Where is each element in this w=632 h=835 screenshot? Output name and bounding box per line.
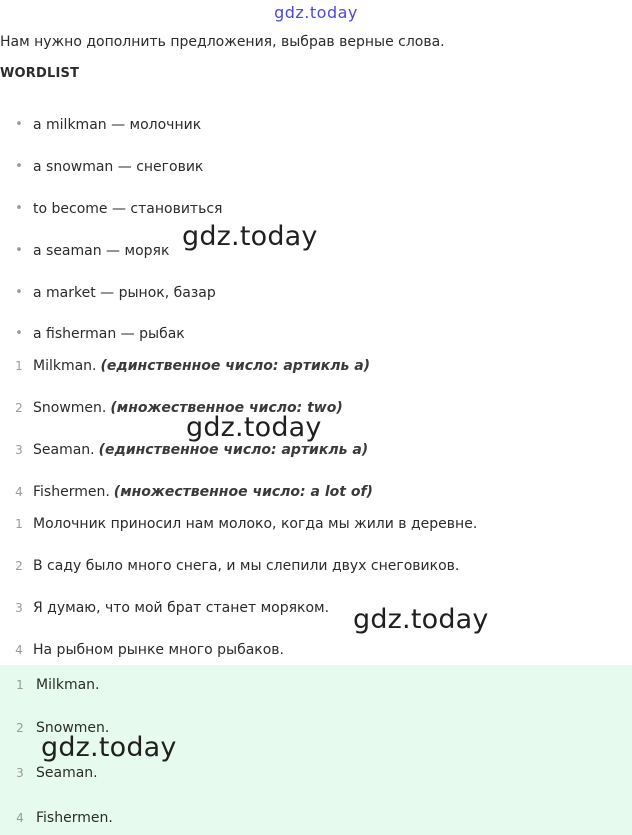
watermark: gdz.today bbox=[186, 412, 322, 443]
wordlist-entry: a snowman — снеговик bbox=[33, 159, 204, 175]
answer-text: Seaman. bbox=[36, 765, 98, 781]
item-number: 4 bbox=[15, 485, 23, 499]
wordlist-entry: a fisherman — рыбак bbox=[33, 326, 185, 342]
translation-text: На рыбном рынке много рыбаков. bbox=[33, 642, 285, 658]
item-number: 2 bbox=[15, 401, 23, 415]
item-number: 2 bbox=[16, 721, 24, 735]
translation-text: Молочник приносил нам молоко, когда мы жили в деревне. bbox=[33, 516, 478, 532]
item-number: 1 bbox=[15, 517, 23, 531]
bullet-icon: • bbox=[15, 159, 23, 174]
translation-text: Я думаю, что мой брат станет моряком. bbox=[33, 600, 330, 616]
watermark: gdz.today bbox=[41, 732, 177, 763]
wordlist-heading: WORDLIST bbox=[0, 66, 80, 81]
item-number: 1 bbox=[15, 359, 23, 373]
answer-text: Snowmen. bbox=[36, 720, 110, 736]
bullet-icon: • bbox=[15, 243, 23, 258]
item-number: 3 bbox=[16, 766, 24, 780]
item-number: 3 bbox=[15, 443, 23, 457]
item-number: 4 bbox=[15, 643, 23, 657]
bullet-icon: • bbox=[15, 201, 23, 216]
bullet-icon: • bbox=[15, 117, 23, 132]
site-logo[interactable]: gdz.today bbox=[274, 3, 358, 22]
bullet-icon: • bbox=[15, 326, 23, 341]
grammar-note: (единственное число: артикль a) bbox=[98, 442, 369, 458]
item-number: 1 bbox=[16, 678, 24, 692]
task-instruction: Нам нужно дополнить предложения, выбрав верные слова. bbox=[0, 34, 445, 50]
answer-word: Snowmen. bbox=[33, 400, 107, 416]
watermark: gdz.today bbox=[353, 604, 489, 635]
item-number: 2 bbox=[15, 559, 23, 573]
wordlist-entry: a seaman — моряк bbox=[33, 243, 170, 259]
wordlist-entry: to become — становиться bbox=[33, 201, 223, 217]
translation-text: В саду было много снега, и мы слепили двух снеговиков. bbox=[33, 558, 460, 574]
wordlist-entry: a milkman — молочник bbox=[33, 117, 202, 133]
item-number: 3 bbox=[15, 601, 23, 615]
bullet-icon: • bbox=[15, 285, 23, 300]
grammar-note: (множественное число: a lot of) bbox=[113, 484, 373, 500]
wordlist-entry: a market — рынок, базар bbox=[33, 285, 216, 301]
answer-word: Fishermen. bbox=[33, 484, 110, 500]
watermark: gdz.today bbox=[182, 221, 318, 252]
item-number: 4 bbox=[16, 811, 24, 825]
answer-word: Seaman. bbox=[33, 442, 95, 458]
grammar-note: (единственное число: артикль a) bbox=[100, 358, 371, 374]
answer-word: Milkman. bbox=[33, 358, 97, 374]
answer-text: Fishermen. bbox=[36, 810, 113, 826]
answer-text: Milkman. bbox=[36, 677, 100, 693]
grammar-note: (множественное число: two) bbox=[110, 400, 343, 416]
